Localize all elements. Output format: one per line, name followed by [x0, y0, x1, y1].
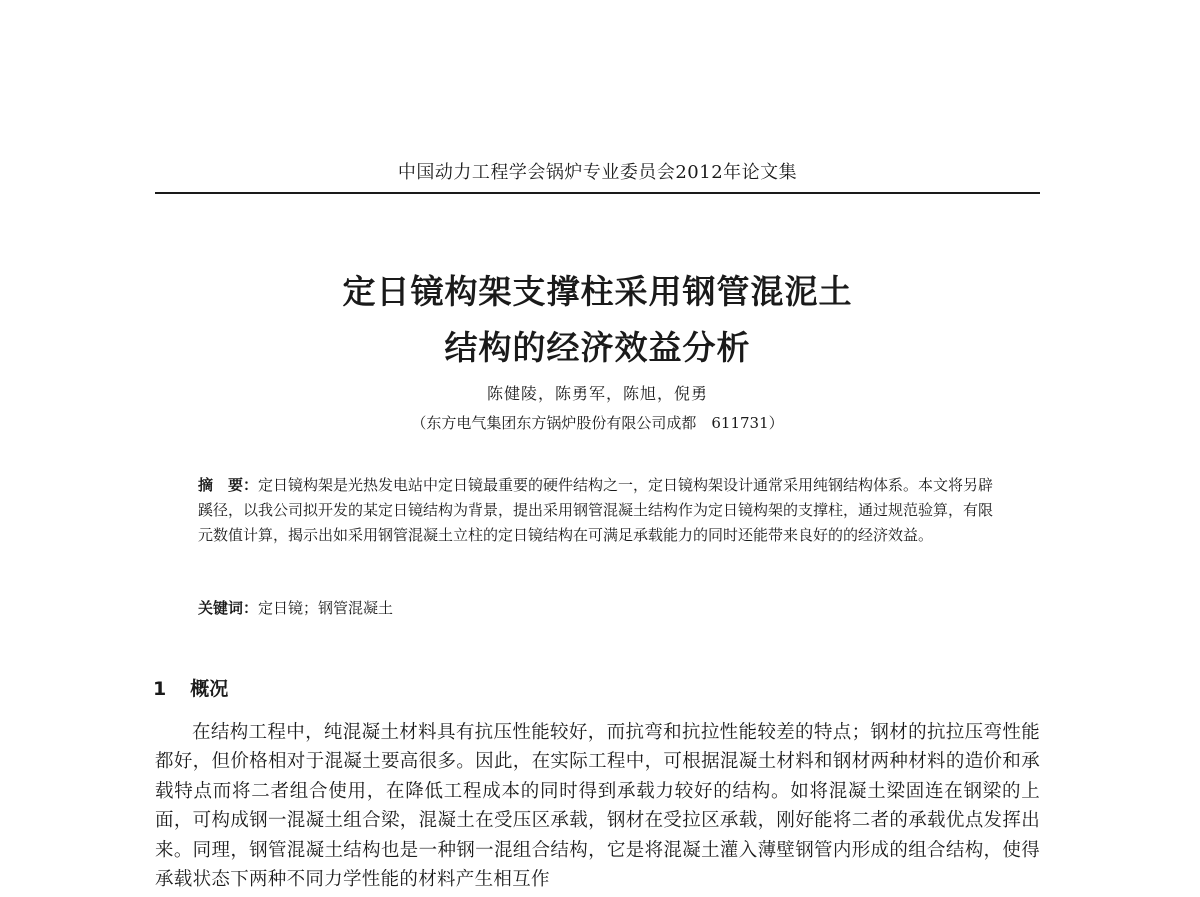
affiliation: （东方电气集团东方锅炉股份有限公司成都 611731）: [411, 414, 784, 432]
abstract-label: 摘 要：: [198, 476, 259, 494]
paper-title-line-2: 结构的经济效益分析: [444, 328, 751, 367]
keywords-text: 定日镜；钢管混凝土: [258, 599, 394, 617]
section-title: 概况: [190, 678, 229, 700]
keywords-label: 关键词：: [198, 599, 259, 617]
running-header: 中国动力工程学会锅炉专业委员会2012年论文集: [397, 162, 798, 183]
section-heading: [153, 674, 228, 701]
keywords: [198, 597, 1003, 618]
abstract-text: 定日镜构架是光热发电站中定日镜最重要的硬件结构之一，定日镜构架设计通常采用纯钢结构体系。本文将另辟蹊径，以我公司拟开发的某定日镜结构为背景，提出采用钢管混凝土结构作为定日镜构架的支撑柱，通过规范验算，有限元数值计算，揭示出如采用钢管混凝土立柱的定日镜结构在可满足承载能力的同时还能带来良好的的经济效益。: [198, 476, 994, 544]
paper-title-line-1: 定日镜构架支撑柱采用钢管混泥土: [342, 272, 853, 311]
header-rule: [155, 192, 1040, 194]
authors: 陈健陵，陈勇军，陈旭，倪勇: [486, 384, 708, 403]
abstract: [198, 473, 1003, 548]
body-paragraph: 在结构工程中，纯混凝土材料具有抗压性能较好，而抗弯和抗拉性能较差的特点；钢材的抗拉压弯性能都好，但价格相对于混凝土要高很多。因此，在实际工程中，可根据混凝土材料和钢材两种材料的造价和承载特点而将二者组合使用，在降低工程成本的同时得到承载力较好的结构。如将混凝土梁固连在钢梁的上面，可构成钢一混凝土组合梁，混凝土在受压区承载，钢材在受拉区承载，刚好能将二者的承载优点发挥出来。同理，钢管混凝土结构也是一种钢一混组合结构，它是将混凝土灌入薄壁钢管内形成的组合结构，使得承载状态下两种不同力学性能的材料产生相互作: [155, 722, 1040, 891]
section-number: 1: [153, 678, 167, 700]
